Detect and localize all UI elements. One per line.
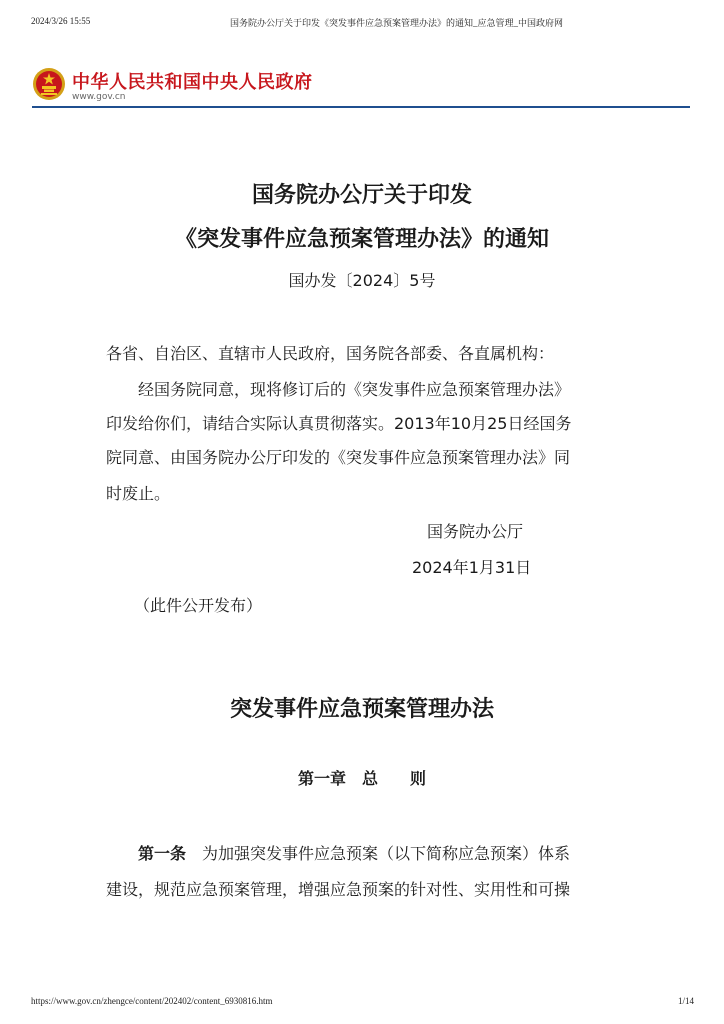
print-page-title: 国务院办公厅关于印发《突发事件应急预案管理办法》的通知_应急管理_中国政府网 bbox=[230, 18, 564, 28]
article-line bbox=[138, 841, 570, 864]
print-footer bbox=[0, 996, 724, 1010]
national-emblem-icon bbox=[32, 67, 66, 101]
article-label: 第一条 bbox=[138, 844, 187, 863]
regulation-title: 突发事件应急预案管理办法 bbox=[229, 697, 494, 722]
print-date: 2024/3/26 15:55 bbox=[31, 16, 91, 26]
publication-note: （此件公开发布） bbox=[134, 596, 263, 615]
print-header bbox=[0, 16, 724, 30]
body-line: 印发给你们，请结合实际认真贯彻落实。2013年10月25日经国务 bbox=[106, 414, 572, 433]
body-line: 时废止。 bbox=[106, 484, 171, 503]
site-name[interactable]: 中华人民共和国中央人民政府 bbox=[72, 72, 313, 93]
page-number: 1/14 bbox=[677, 996, 694, 1006]
site-header[interactable] bbox=[32, 60, 692, 108]
site-url[interactable]: www.gov.cn bbox=[72, 92, 126, 102]
chapter-heading: 第一章 总 则 bbox=[297, 769, 426, 788]
signature: 国务院办公厅 bbox=[427, 522, 524, 541]
body-line: 经国务院同意，现将修订后的《突发事件应急预案管理办法》 bbox=[138, 380, 571, 399]
article-text: 为加强突发事件应急预案（以下简称应急预案）体系 bbox=[202, 844, 571, 863]
signature-date: 2024年1月31日 bbox=[412, 558, 532, 577]
document-number: 国办发〔2024〕5号 bbox=[288, 271, 436, 290]
body-line: 院同意、由国务院办公厅印发的《突发事件应急预案管理办法》同 bbox=[106, 448, 571, 467]
salutation: 各省、自治区、直辖市人民政府，国务院各部委、各直属机构： bbox=[106, 344, 555, 363]
header-divider bbox=[32, 106, 690, 108]
article-line: 建设，规范应急预案管理，增强应急预案的针对性、实用性和可操 bbox=[106, 880, 571, 899]
notice-title-line2: 《突发事件应急预案管理办法》的通知 bbox=[174, 227, 549, 252]
page-url: https://www.gov.cn/zhengce/content/202402/content_6930816.htm bbox=[31, 996, 273, 1006]
notice-title-line1: 国务院办公厅关于印发 bbox=[251, 183, 472, 208]
